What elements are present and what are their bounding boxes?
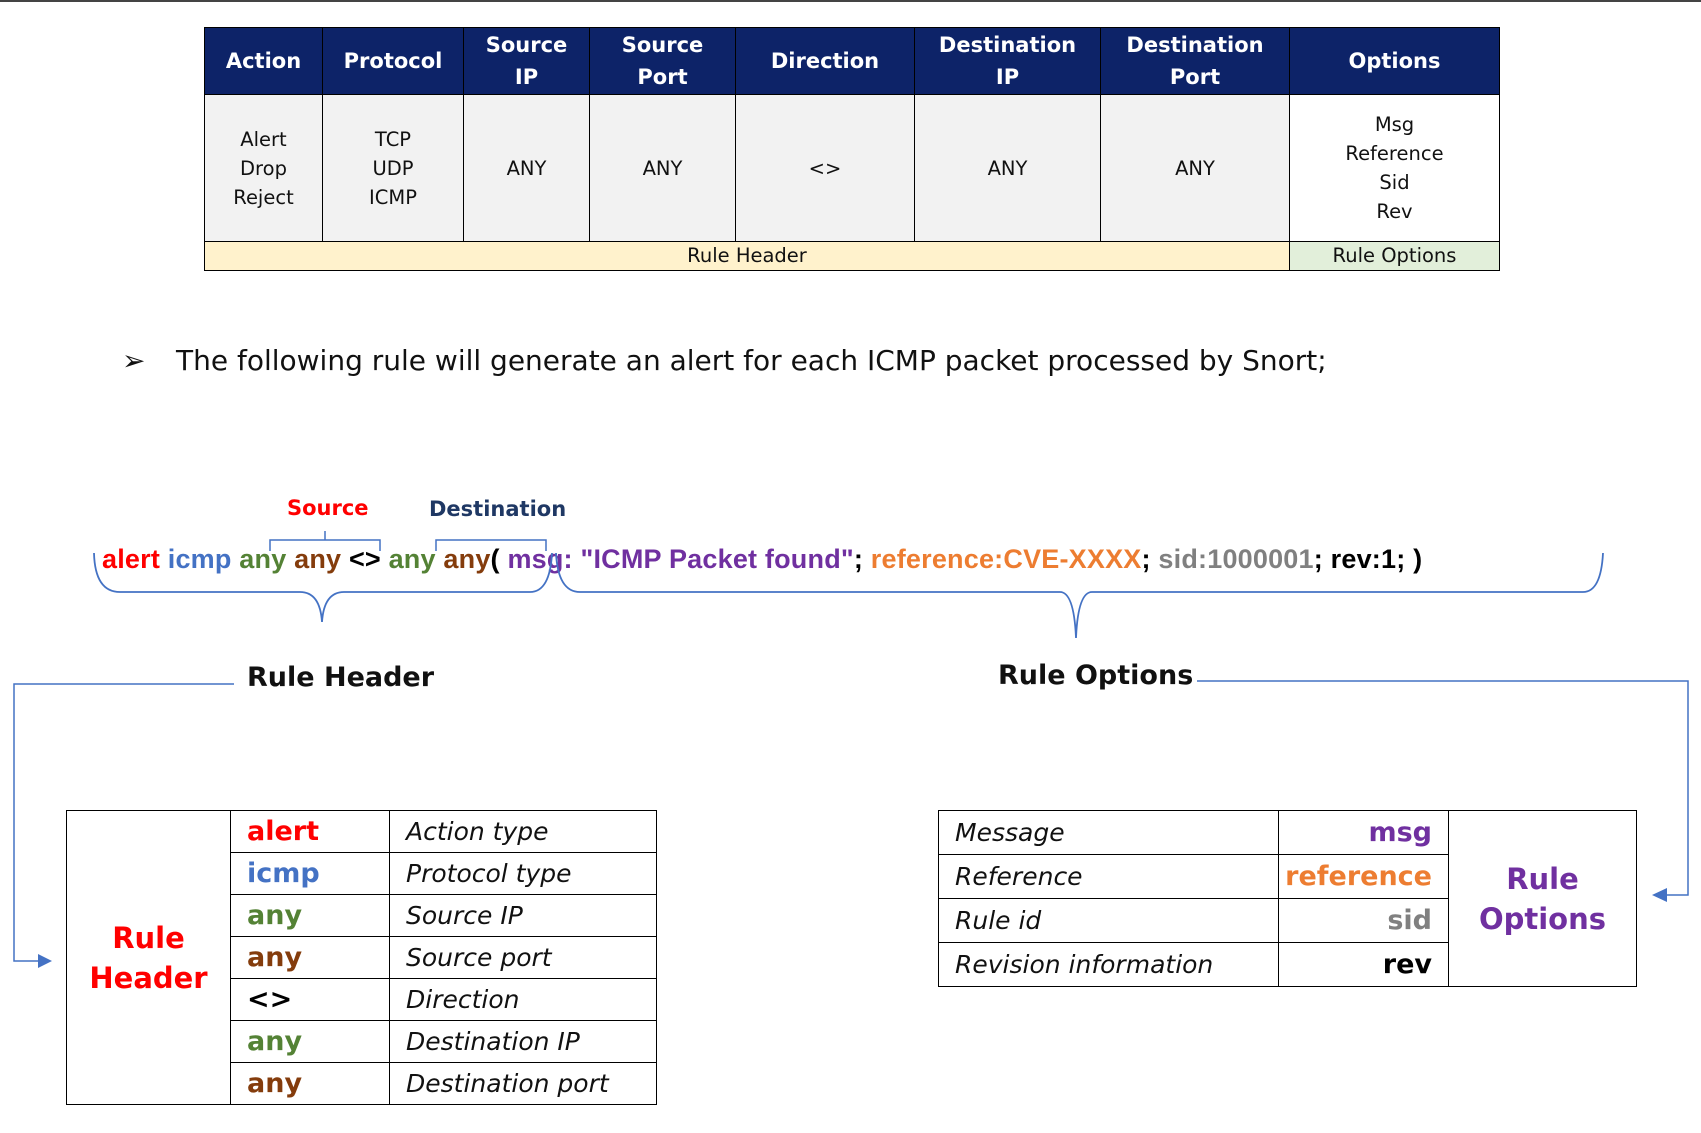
kw-rev: rev [1279,943,1449,987]
kw-msg: msg [1279,811,1449,855]
table-footer-row [205,242,1500,271]
rule-dst-port: any [443,544,491,574]
rule-rest: ; rev:1; ) [1313,544,1423,574]
desc-action-type: Action type [390,811,657,853]
table-row [205,95,1500,242]
rule-dst-ip: any [388,544,436,574]
snort-rule [102,544,1422,575]
source-label: Source [287,496,369,520]
kw-any-dst-ip: any [231,1021,390,1063]
desc-protocol-type: Protocol type [390,853,657,895]
desc-revision-information: Revision information [939,943,1279,987]
rule-msg: msg: "ICMP Packet found" [507,544,854,574]
kw-direction: <> [231,979,390,1021]
desc-reference: Reference [939,855,1279,899]
desc-source-port: Source port [390,937,657,979]
desc-destination-ip: Destination IP [390,1021,657,1063]
rule-sep-1: ; [853,544,864,574]
header-source-ip: Source IP [464,28,590,95]
rule-reference: reference:CVE-XXXX [870,544,1142,574]
cell-options: Msg Reference Sid Rev [1290,95,1500,242]
cell-source-port: ANY [590,95,736,242]
bullet-text: The following rule will generate an alert for each ICMP packet processed by Snort; [176,344,1327,377]
header-direction: Direction [736,28,915,95]
desc-rule-id: Rule id [939,899,1279,943]
rule-header-table [66,810,657,1105]
cell-destination-port: ANY [1101,95,1290,242]
cell-protocol: TCP UDP ICMP [323,95,464,242]
desc-direction: Direction [390,979,657,1021]
kw-any-src-port: any [231,937,390,979]
rule-structure-table [204,27,1500,271]
desc-source-ip: Source IP [390,895,657,937]
rule-sid: sid:1000001 [1158,544,1314,574]
rule-options-arrowhead [1652,888,1667,902]
header-destination-ip: Destination IP [915,28,1101,95]
table-header-row [205,28,1500,95]
rule-src-ip: any [239,544,287,574]
kw-icmp: icmp [231,853,390,895]
header-options: Options [1290,28,1500,95]
rule-direction: <> [348,544,381,574]
header-destination-port: Destination Port [1101,28,1290,95]
rule-options-table [938,810,1637,987]
header-protocol: Protocol [323,28,464,95]
table-row [67,811,657,853]
rule-header-label: Rule Header [247,662,435,693]
destination-label: Destination [429,497,567,521]
cell-destination-ip: ANY [915,95,1101,242]
rule-action: alert [102,544,161,574]
rule-options-title: Rule Options [1449,811,1637,987]
kw-any-dst-port: any [231,1063,390,1105]
rule-open-paren: ( [490,544,500,574]
rule-protocol: icmp [167,544,232,574]
top-border-line [0,0,1701,2]
kw-sid: sid [1279,899,1449,943]
kw-any-src-ip: any [231,895,390,937]
kw-reference: reference [1279,855,1449,899]
desc-message: Message [939,811,1279,855]
footer-rule-header: Rule Header [205,242,1290,271]
rule-header-title: Rule Header [67,811,231,1105]
desc-destination-port: Destination port [390,1063,657,1105]
rule-src-port: any [294,544,342,574]
table-row [939,811,1637,855]
rule-header-arrowhead [38,954,52,968]
cell-action: Alert Drop Reject [205,95,323,242]
header-source-port: Source Port [590,28,736,95]
footer-rule-options: Rule Options [1290,242,1500,271]
bullet-arrow-icon: ➢ [122,344,146,377]
kw-alert: alert [231,811,390,853]
rule-options-label: Rule Options [998,660,1194,691]
cell-direction: <> [736,95,915,242]
rule-sep-2: ; [1141,544,1151,574]
header-action: Action [205,28,323,95]
cell-source-ip: ANY [464,95,590,242]
